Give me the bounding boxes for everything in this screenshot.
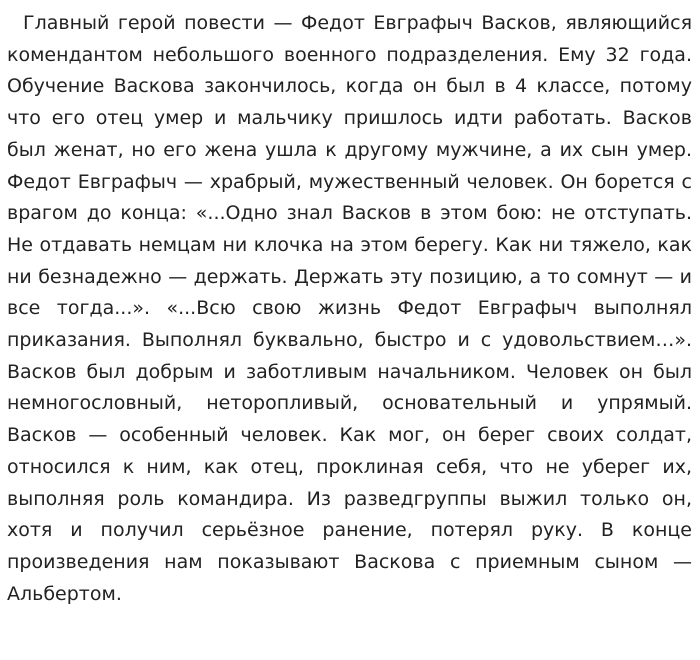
body-paragraph: Главный герой повести — Федот Евграфыч Васков, являющийся комендантом небольшого военного подразделения. Ему 32 года. Обучение Васкова закончилось, когда он был в 4 классе, потому что его отец умер и мальчику пришлось идти работать. Васков был женат, но его жена ушла к другому мужчине, а их сын умер. Федот Евграфыч — храбрый, мужественный человек. Он борется с врагом до конца: «...Одно знал Васков в этом бою: не отступать. Не отдавать немцам ни клочка на этом берегу. Как ни тяжело, как ни безнадежно — держать. Держать эту позицию, а то сомнут — и все тогда...». «...Всю свою жизнь Федот Евграфыч выполнял приказания. Выполнял буквально, быстро и с удовольствием…». Васков был добрым и заботливым начальником. Человек он был немногословный, неторопливый, основательный и упрямый. Васков — особенный человек. Как мог, он берег своих солдат, относился к ним, как отец, проклиная себя, что не уберег их, выполняя роль командира. Из разведгруппы выжил только он, хотя и получил серьёзное ранение, потерял руку. В конце произведения нам показывают Васкова с приемным сыном — Альбертом. <box>7 12 692 605</box>
